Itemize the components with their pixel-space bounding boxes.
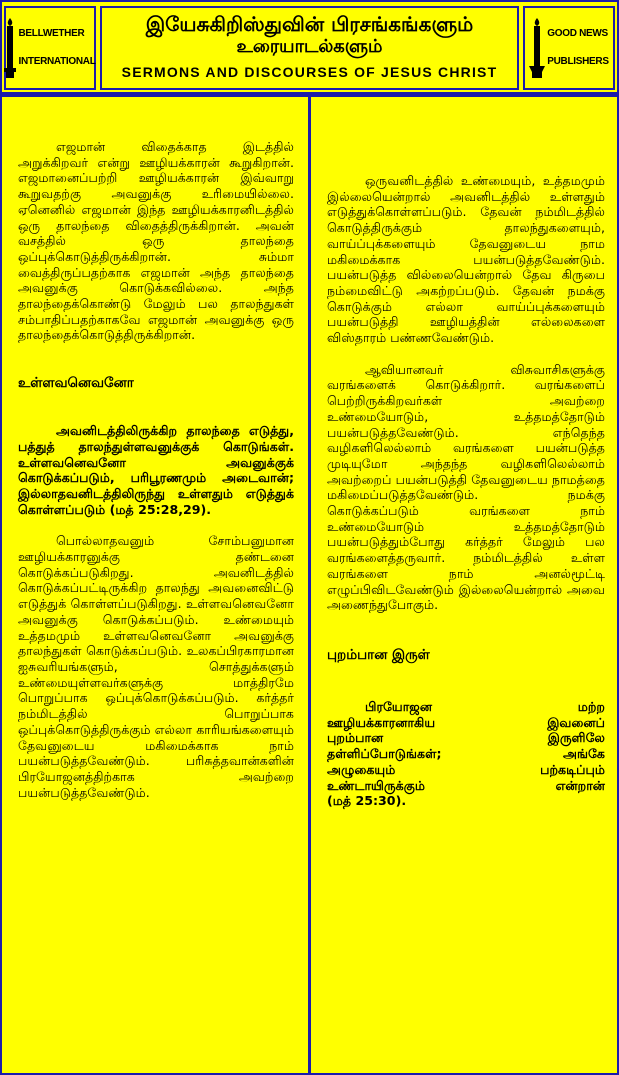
header	[0, 0, 619, 95]
right-heading: புறம்பான இருள்	[327, 646, 430, 663]
left-column	[0, 95, 310, 1075]
right-paragraph-1: ஒருவனிடத்தில் உண்மையும், உத்தமமும் இல்லையென்றால் அவனிடத்தில் உள்ளதும் எடுத்துக்கொள்ளப்படும். தேவன் நம்மிடத்தில் கொடுத்திருக்கும் தாலந்துகளையும், வாய்ப்புக்களையும் தேவனுடைய நாம மகிமைக்காக பயன்படுத்தவேண்டும். பயன்படுத்த வில்லையென்றால் தேவ கிருபை நம்மைவிட்டு அகற்றப்படும். தேவன் நமக்கு கொடுக்கும் எல்லா வாய்ப்புக்களையும் பயன்படுத்தி ஊழியத்தின் எல்லைகளை விஸ்தாரம் பண்ணவேண்டும்.	[327, 173, 605, 346]
left-paragraph-1: எஜமான் விதைக்காத இடத்தில் அறுக்கிறவர் என்று ஊழியக்காரன் கூறுகிறான். எஜமானைப்பற்றி ஊழியக்காரன் இவ்வாறு கூறுவதற்கு அவனுக்கு உரிமையில்லை. ஏனெனில் எஜமான் இந்த ஊழியக்காரனிடத்தில் ஒரு தாலந்தை விதைத்திருக்கிறான். அவன் வசத்தில் ஒரு தாலந்தை ஒப்புக்கொடுத்திருக்கிறான். சும்மா வைத்திருப்பதற்காக எஜமான் அந்த தாலந்தை அவனுக்கு கொடுக்கவில்லை. அந்த தாலந்தைக்கொண்டு மேலும் பல தாலந்துகள் சம்பாதிப்பதற்காகவே எஜமான் அவனுக்கு ஒரு தாலந்தைக்கொடுத்திருக்கிறான்.	[18, 139, 294, 343]
quote-word: இருளிலே	[547, 730, 605, 746]
left-paragraph-2: பொல்லாதவனும் சோம்பனுமான ஊழியக்காரனுக்கு தண்டனை கொடுக்கப்படுகிறது. அவனிடத்தில் கொடுக்கப்பட்டிருக்கிற தாலந்து அவனைவிட்டு எடுத்துக் கொள்ளப்படுகிறது. உள்ளவனெவனோ அவனுக்கு கொடுக்கப்படும். உண்மையும் உத்தமமும் உள்ளவனெவனோ அவனுக்கு தாலந்துகள் கொடுக்கப்படும். உலகப்பிரகாரமான ஐசுவரியங்களும், சொத்துக்களும் உண்மையுள்ளவர்களுக்கு மாத்திரமே பொறுப்பாக ஒப்புக்கொடுக்கப்படும். கர்த்தர் நம்மிடத்தில் பொறுப்பாக ஒப்புக்கொடுத்திருக்கும் எல்லா காரியங்களையும் தேவனுடைய மகிமைக்காக நாம் பயன்படுத்தவேண்டும். பரிசுத்தவான்களின் பிரயோஜனத்திற்காக அவற்றை பயன்படுத்தவேண்டும்.	[18, 533, 294, 800]
quote-word: என்றான்	[555, 777, 605, 793]
quote-word: அழுகையும்	[327, 761, 396, 777]
title-tamil-line2: உரையாடல்களும்	[236, 36, 383, 57]
good-news-logo	[523, 6, 615, 90]
right-column	[309, 95, 619, 1075]
logo-right-line2: PUBLISHERS	[547, 56, 609, 67]
title-tamil-line1: இயேசுகிறிஸ்துவின் பிரசங்கங்களும்	[145, 12, 474, 36]
logo-right-line1: GOOD NEWS	[547, 28, 608, 39]
title-box	[100, 6, 519, 90]
quote-word: மற்ற	[577, 698, 605, 714]
quote-word: ஊழியக்காரனாகிய	[327, 714, 436, 730]
right-paragraph-2: ஆவியானவர் விசுவாசிகளுக்கு வரங்களைக் கொடுக்கிறார். வரங்களைப் பெற்றிருக்கிறவர்கள் அவற்றை உண்மையோடும், உத்தமத்தோடும் பயன்படுத்தவேண்டும். எந்தெந்த வழிகளிலெல்லாம் வரங்களை பயன்படுத்த முடியுமோ அந்தந்த வழிகளிலெல்லாம் அவற்றைப் பயன்படுத்தி தேவனுடைய நாமத்தை மகிமைப்படுத்தவேண்டும். நமக்கு கொடுக்கப்படும் வரங்களை நாம் உண்மையோடும் உத்தமத்தோடும் பயன்படுத்தும்போது கர்த்தர் மேலும் பல வரங்களைத்தருவார். நம்மிடத்தில் உள்ள வரங்களை நாம் அனல்மூட்டி எழுப்பிவிடவேண்டும் இல்லையென்றால் அவை அணைந்துபோகும்.	[327, 361, 605, 613]
quote-word: தள்ளிப்போடுங்கள்;	[327, 746, 442, 762]
bellwether-logo	[4, 6, 96, 90]
right-quote	[327, 699, 605, 809]
quote-word: இவனைப்	[547, 714, 605, 730]
logo-left-line1: BELLWETHER	[18, 28, 85, 39]
quote-word: பற்கடிப்பும்	[540, 761, 605, 777]
candle-icon	[529, 18, 545, 78]
left-quote: அவனிடத்திலிருக்கிற தாலந்தை எடுத்து, பத்துத் தாலந்துள்ளவனுக்குக் கொடுங்கள். உள்ளவனெவனோ அவனுக்குக் கொடுக்கப்படும், பரிபூரணமும் அடைவான்; இல்லாதவனிடத்திலிருந்து உள்ளதும் எடுத்துக் கொள்ளப்படும் (மத் 25:28,29).	[18, 423, 294, 517]
quote-reference: (மத் 25:30).	[327, 793, 407, 809]
quote-word: உண்டாயிருக்கும்	[327, 777, 425, 793]
quote-word: பிரயோஜன	[365, 698, 433, 714]
candle-icon	[4, 18, 16, 78]
left-heading: உள்ளவனெவனோ	[18, 375, 134, 392]
title-english: SERMONS AND DISCOURSES OF JESUS CHRIST	[121, 64, 498, 80]
quote-word: புறம்பான	[327, 730, 384, 746]
quote-word: அங்கே	[562, 746, 605, 762]
logo-left-line2: INTERNATIONAL	[18, 56, 96, 67]
